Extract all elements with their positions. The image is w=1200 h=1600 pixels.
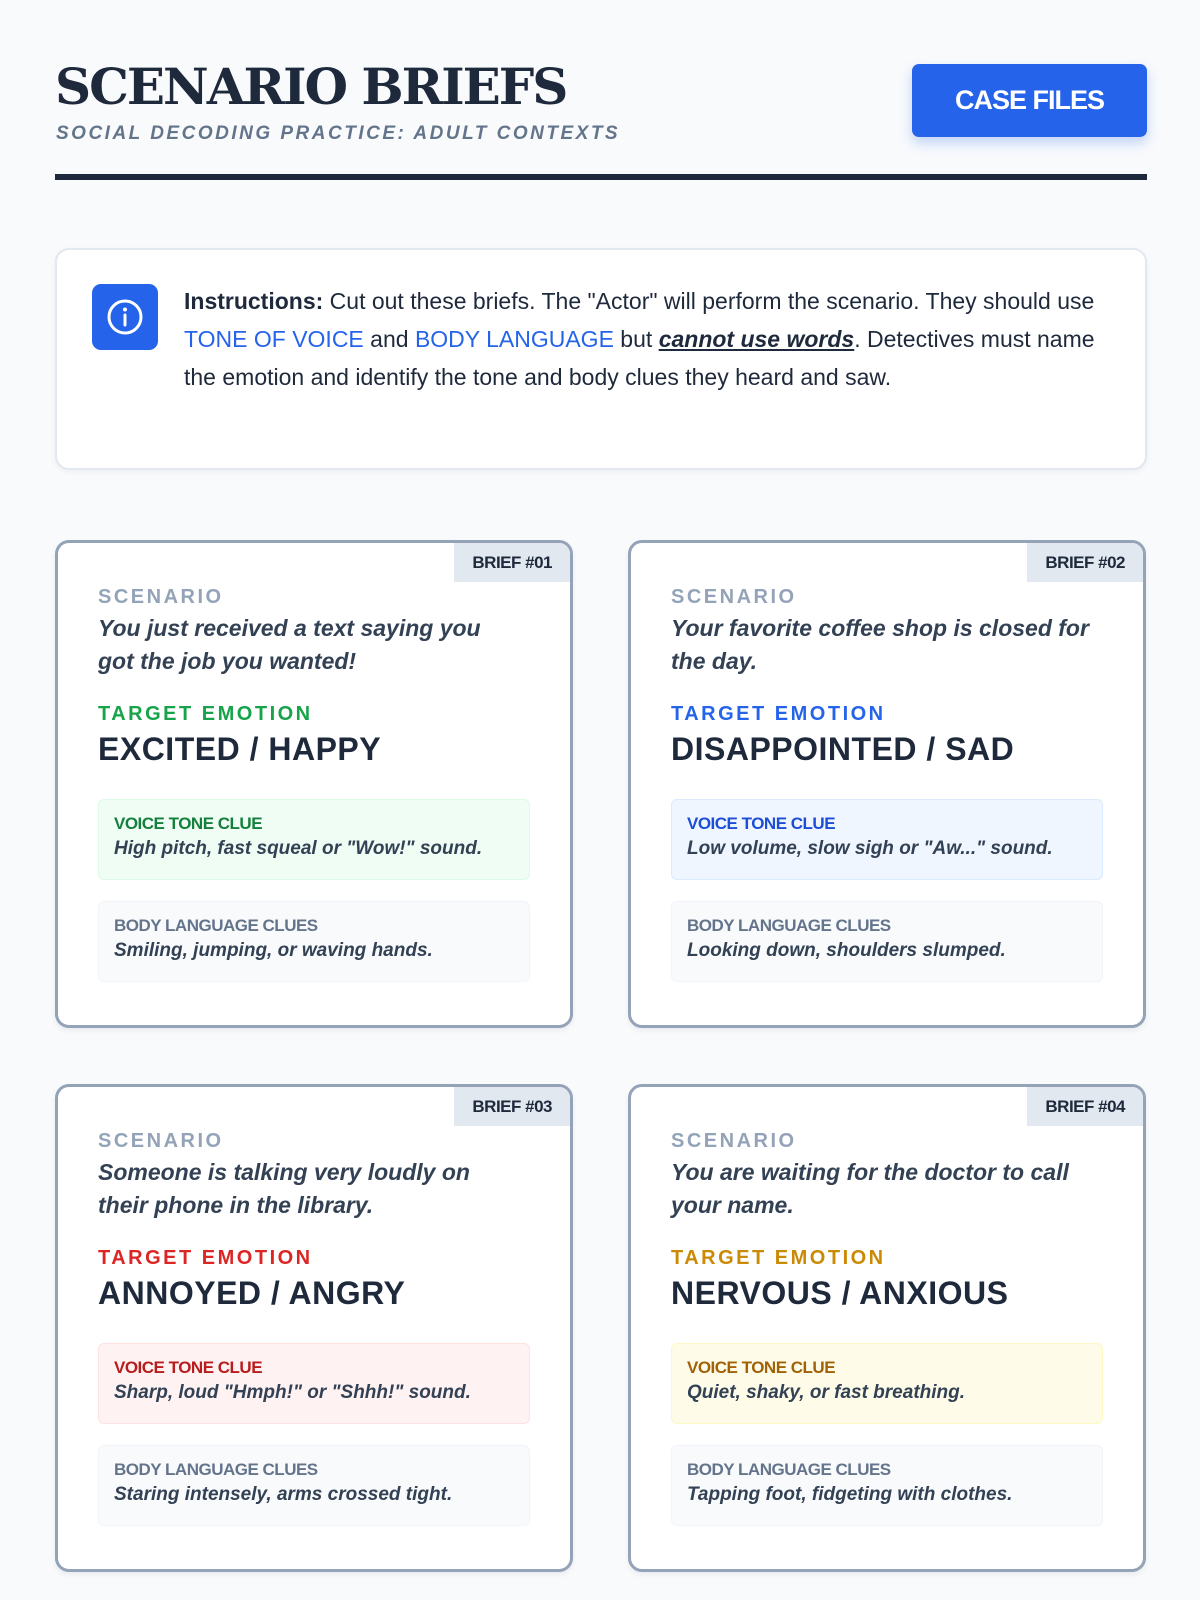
body-language-clues-text: Looking down, shoulders slumped. [687,940,1006,961]
page-title: SCENARIO BRIEFS [55,57,567,116]
scenario-text: You just received a text saying you got the job you wanted! [98,615,481,674]
instructions-part-2: Detectives must name the emotion and identify the tone and body clues they heard and saw. [184,326,1095,390]
body-language-clues-label: BODY LANGUAGE CLUES [114,916,318,935]
instructions-and: and [363,326,415,352]
body-language-clues-text: Tapping foot, fidgeting with clothes. [687,1484,1013,1505]
voice-tone-clue-label: VOICE TONE CLUE [114,1358,263,1377]
instructions-but: but [613,326,659,352]
page-subtitle: SOCIAL DECODING PRACTICE: ADULT CONTEXTS [56,123,621,144]
target-emotion-label: TARGET EMOTION [671,1247,886,1269]
brief-card-03 [55,1084,573,1572]
page-header [55,58,1147,180]
brief-number: BRIEF #02 [1027,543,1143,582]
target-emotion: NERVOUS / ANXIOUS [671,1275,1009,1311]
body-language-clues-label: BODY LANGUAGE CLUES [114,1460,318,1479]
tone-of-voice-highlight: TONE OF VOICE [184,326,364,352]
scenario-label: SCENARIO [98,1130,224,1152]
voice-tone-clue-text: Sharp, loud "Hmph!" or "Shhh!" sound. [114,1382,471,1403]
target-emotion-label: TARGET EMOTION [98,703,313,725]
body-language-clues-text: Smiling, jumping, or waving hands. [114,940,433,961]
voice-tone-clue-label: VOICE TONE CLUE [687,814,836,833]
body-language-highlight: BODY LANGUAGE [414,326,614,352]
body-language-clues [98,901,530,982]
body-language-clues-label: BODY LANGUAGE CLUES [687,916,891,935]
target-emotion-label: TARGET EMOTION [98,1247,313,1269]
brief-card-04 [628,1084,1146,1572]
voice-tone-clue-label: VOICE TONE CLUE [114,814,263,833]
scenario-text: You are waiting for the doctor to call your name. [671,1159,1069,1218]
body-language-clues [671,1445,1103,1526]
instructions-part-1: Cut out these briefs. The "Actor" will perform the scenario. They should use [323,288,1095,314]
voice-tone-clue [98,799,530,880]
info-icon [92,284,158,350]
brief-number: BRIEF #04 [1027,1087,1143,1126]
scenario-label: SCENARIO [671,1130,797,1152]
voice-tone-clue [671,1343,1103,1424]
voice-tone-clue [98,1343,530,1424]
target-emotion: ANNOYED / ANGRY [98,1275,406,1311]
brief-card-01 [55,540,573,1028]
instructions-period: . [854,326,861,352]
voice-tone-clue [671,799,1103,880]
target-emotion: DISAPPOINTED / SAD [671,731,1015,767]
scenario-text: Your favorite coffee shop is closed for the day. [671,615,1089,674]
scenario-text: Someone is talking very loudly on their phone in the library. [98,1159,470,1218]
body-language-clues-text: Staring intensely, arms crossed tight. [114,1484,453,1505]
voice-tone-clue-text: Low volume, slow sigh or "Aw..." sound. [687,838,1053,859]
body-language-clues-label: BODY LANGUAGE CLUES [687,1460,891,1479]
voice-tone-clue-text: High pitch, fast squeal or "Wow!" sound. [114,838,483,859]
instructions-label: Instructions: [184,288,324,314]
body-language-clues [671,901,1103,982]
target-emotion: EXCITED / HAPPY [98,731,382,767]
voice-tone-clue-text: Quiet, shaky, or fast breathing. [687,1382,966,1403]
voice-tone-clue-label: VOICE TONE CLUE [687,1358,836,1377]
case-files-button[interactable]: CASE FILES [912,64,1147,137]
scenario-label: SCENARIO [98,586,224,608]
brief-number: BRIEF #03 [454,1087,570,1126]
target-emotion-label: TARGET EMOTION [671,703,886,725]
brief-number: BRIEF #01 [454,543,570,582]
scenario-label: SCENARIO [671,586,797,608]
body-language-clues [98,1445,530,1526]
brief-card-02 [628,540,1146,1028]
instructions-text [184,282,1114,396]
instructions-box [55,248,1147,470]
cannot-use-words-emphasis: cannot use words [658,326,855,352]
